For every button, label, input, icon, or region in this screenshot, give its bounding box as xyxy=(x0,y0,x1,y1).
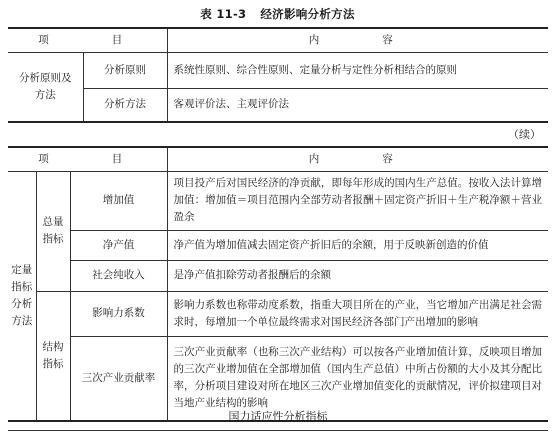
row-content: 客观评价法、主观评价法 xyxy=(167,88,548,122)
row-content: 净产值为增加值减去固定资产折旧后的余额，用于反映新创造的价值 xyxy=(167,230,548,260)
principles-table xyxy=(8,27,548,123)
row-label: 增加值 xyxy=(70,171,167,230)
table-row xyxy=(8,52,548,88)
row-label: 影响力系数 xyxy=(70,291,167,336)
row-label: 分析方法 xyxy=(83,88,167,122)
indicators-table xyxy=(8,146,548,422)
table-name: 经济影响分析方法 xyxy=(260,7,355,21)
header-content: 内 容 xyxy=(167,28,548,52)
table-row xyxy=(8,260,548,291)
row-content: 三次产业贡献率（也称三次产业结构）可以按各产业增加值计算，反映项目增加的三次产业增加值在全部增加值（国内生产总值）中所占份额的大小及其分配比率，分析项目建设对所在地区三次产业增加值变化的贡献情况，评价拟建项目对当地产业结构的影响 xyxy=(167,336,548,421)
row-content: 是净产值扣除劳动者报酬后的余额 xyxy=(167,260,548,291)
table-title xyxy=(0,6,555,22)
subgroup-label: 结构指标 xyxy=(36,291,70,421)
table-header-row xyxy=(8,28,548,52)
row-label: 分析原则 xyxy=(83,52,167,88)
group-label: 分析原则及方法 xyxy=(8,52,83,122)
row-label: 净产值 xyxy=(70,230,167,260)
footer-caption: 国力适应性分析指标 xyxy=(8,404,548,431)
table-row xyxy=(8,88,548,122)
row-label: 三次产业贡献率 xyxy=(70,336,167,421)
row-content: 系统性原则、综合性原则、定量分析与定性分析相结合的原则 xyxy=(167,52,548,88)
row-content: 项目投产后对国民经济的净贡献，即每年形成的国内生产总值。按收入法计算增加值：增加值＝项目范围内全部劳动者报酬＋固定资产折旧＋生产税净额＋营业盈余 xyxy=(167,171,548,230)
table-row xyxy=(8,230,548,260)
header-item: 项 目 xyxy=(8,28,167,52)
table-number: 表 11-3 xyxy=(200,7,247,21)
group-label: 定量指标分析方法 xyxy=(8,171,36,421)
table-row xyxy=(8,171,548,230)
header-content: 内 容 xyxy=(167,147,548,171)
continued-label: （续） xyxy=(508,128,541,141)
row-content: 影响力系数也称带动度系数，指重大项目所在的产业，当它增加产出满足社会需求时，每增加一个单位最终需求对国民经济各部门产出增加的影响 xyxy=(167,291,548,336)
subgroup-label: 总量指标 xyxy=(36,171,70,291)
table-header-row xyxy=(8,147,548,171)
table-row xyxy=(8,291,548,336)
row-label: 社会纯收入 xyxy=(70,260,167,291)
header-item: 项 目 xyxy=(8,147,167,171)
